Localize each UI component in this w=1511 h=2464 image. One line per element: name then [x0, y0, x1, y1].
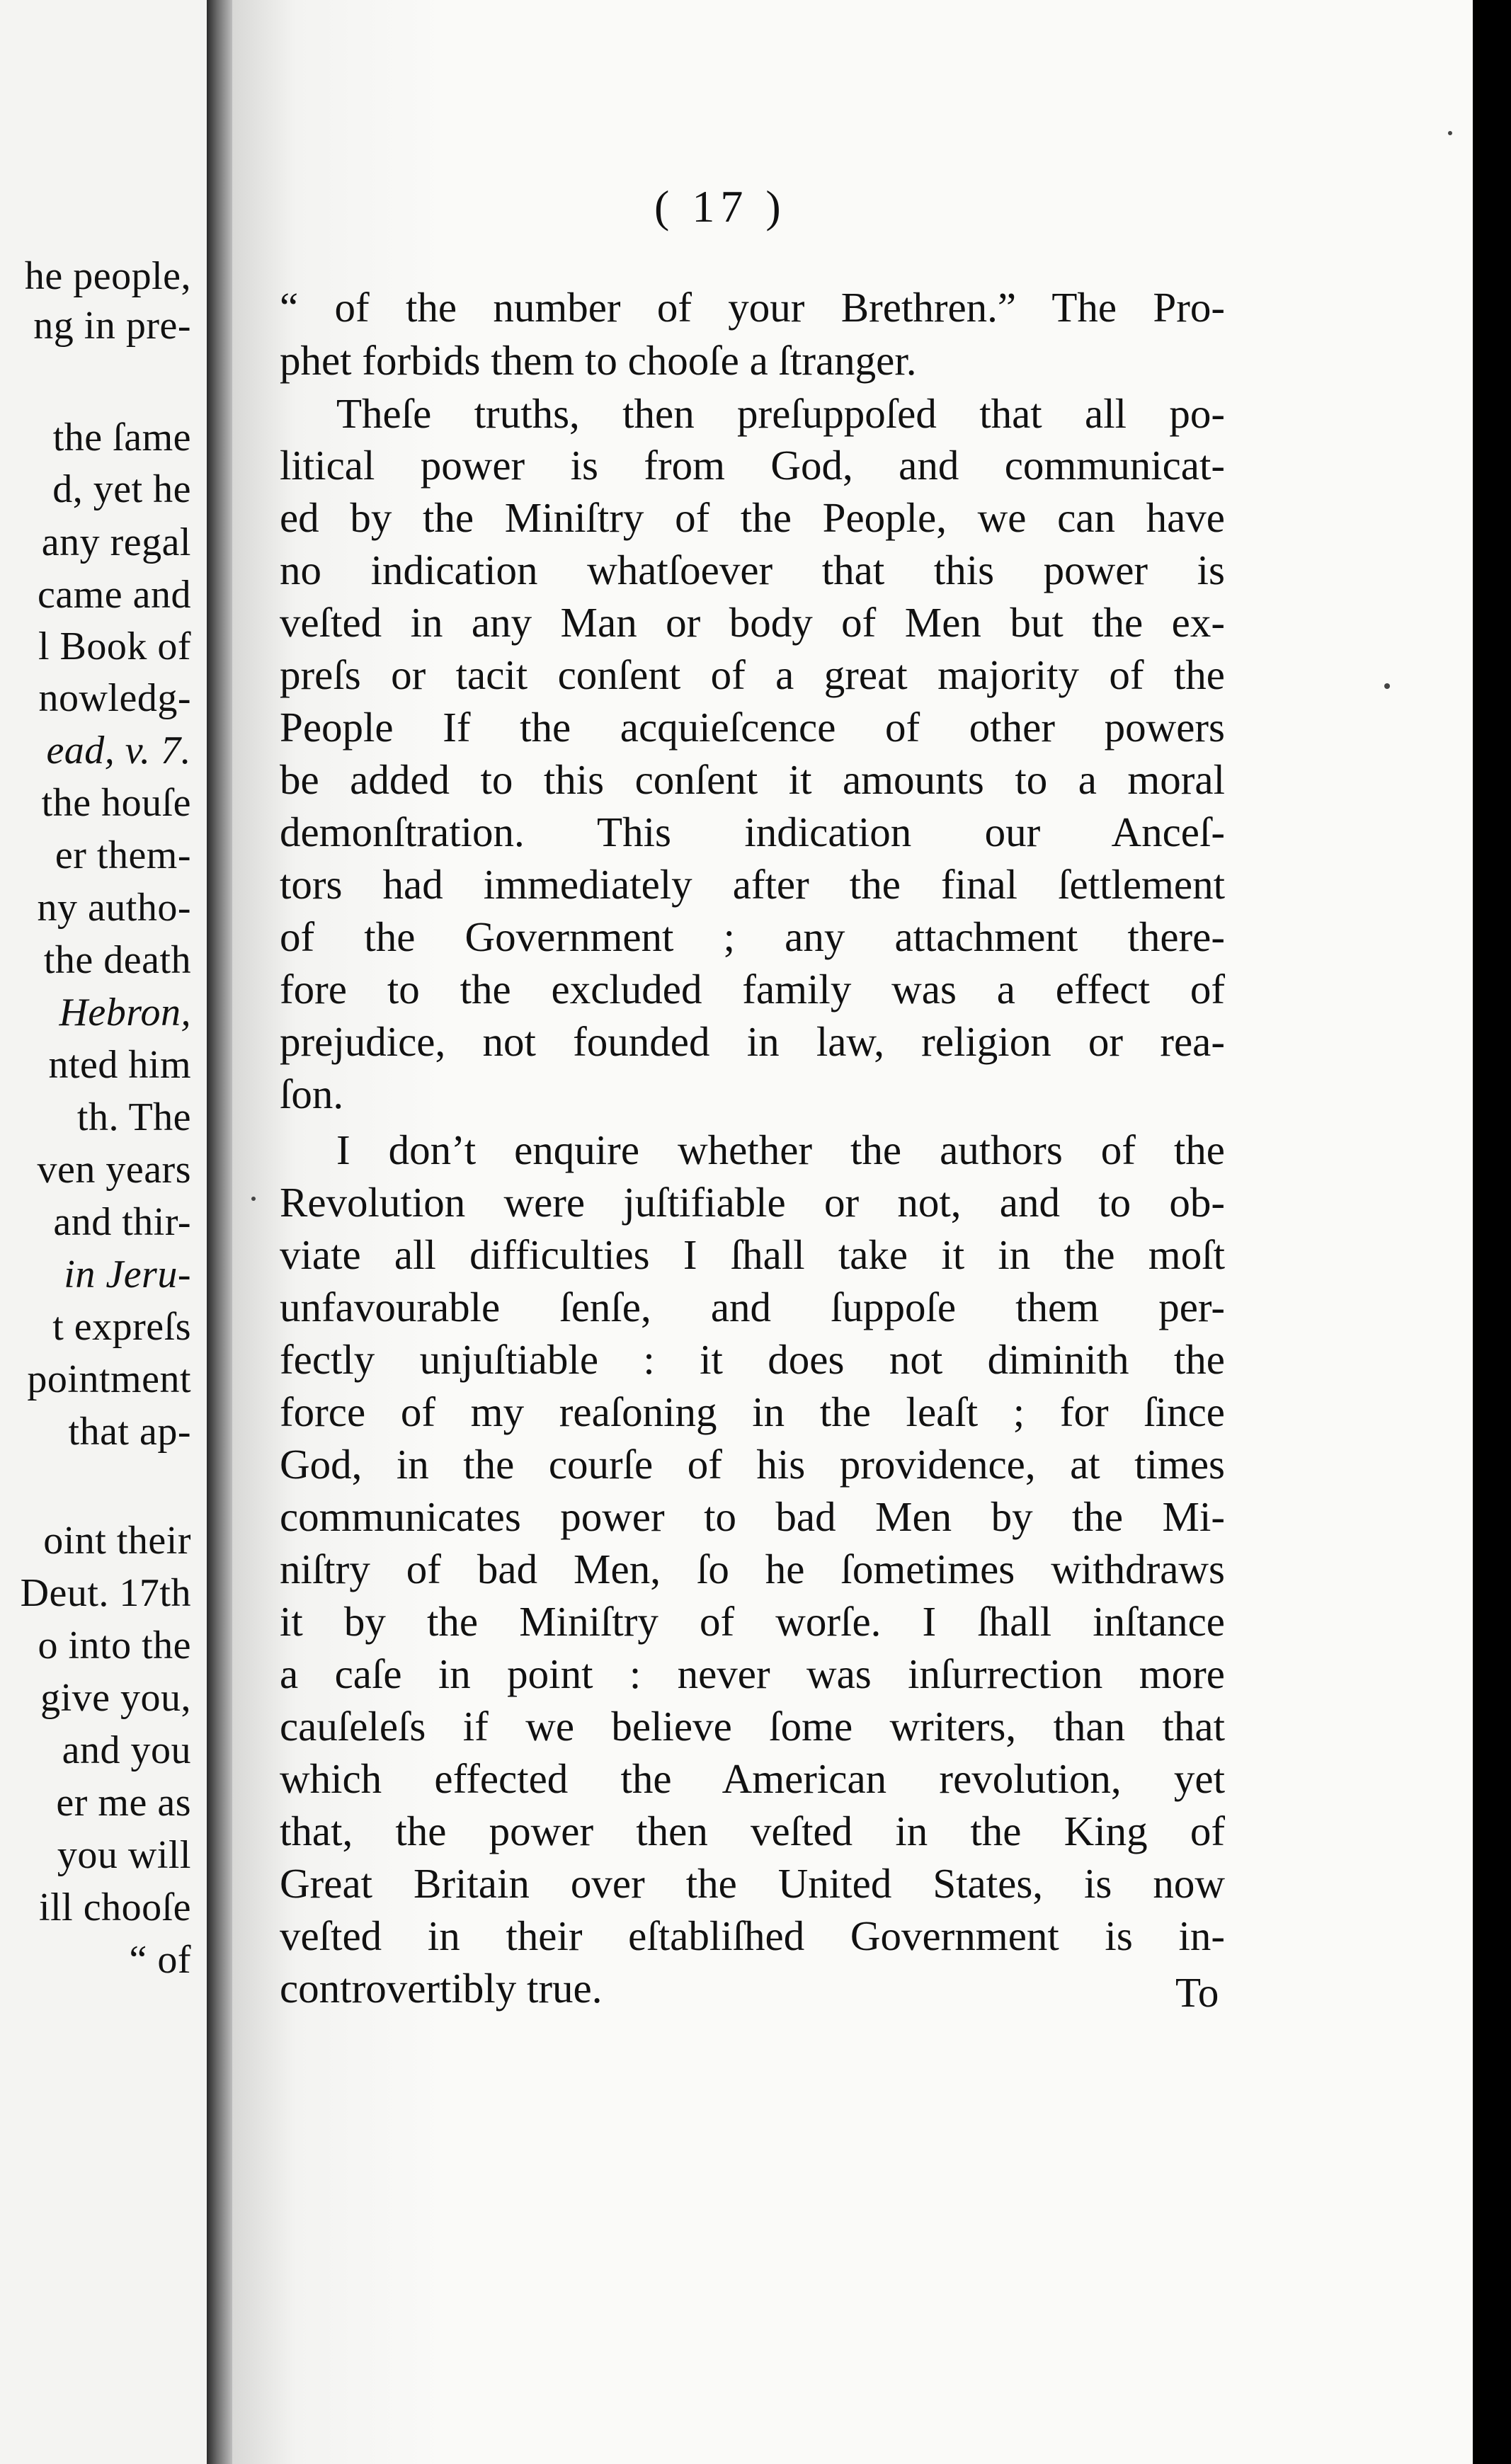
text-line: it by the Miniſtry of worſe. I ſhall inſtance — [280, 1598, 1225, 1645]
left-fragment-line: nowledg- — [38, 676, 191, 720]
left-fragment-line: th. The — [76, 1095, 191, 1139]
text-line: veſted in any Man or body of Men but the ex- — [280, 599, 1225, 646]
text-line: fectly unjuſtiable : it does not diminith the — [280, 1336, 1225, 1383]
text-line: litical power is from God, and communicat- — [280, 442, 1225, 489]
left-fragment-line: pointment — [27, 1357, 191, 1401]
text-line: I don’t enquire whether the authors of the — [336, 1127, 1225, 1173]
text-line: phet forbids them to chooſe a ſtranger. — [280, 337, 917, 384]
text-line: force of my reaſoning in the leaſt ; for ſince — [280, 1388, 1225, 1435]
text-line: veſted in their eſtabliſhed Government is in- — [280, 1912, 1225, 1959]
left-fragment-line: nted him — [48, 1043, 191, 1087]
text-line: a caſe in point : never was inſurrection more — [280, 1650, 1225, 1697]
previous-page-fragment — [0, 0, 207, 2464]
text-line: “ of the number of your Brethren.” The Pro- — [280, 284, 1225, 331]
ink-speck — [1448, 131, 1452, 135]
left-fragment-line: ven years — [37, 1148, 191, 1192]
text-line: communicates power to bad Men by the Mi- — [280, 1493, 1225, 1540]
text-line: no indication whatſoever that this power is — [280, 547, 1225, 593]
left-fragment-line: the ſame — [52, 416, 191, 460]
left-fragment-line: the death — [43, 938, 191, 982]
left-fragment-line: Deut. 17th — [20, 1571, 191, 1615]
left-fragment-line: “ of — [129, 1938, 191, 1982]
text-line: that, the power then veſted in the King of — [280, 1808, 1225, 1854]
text-line: ſon. — [280, 1071, 344, 1117]
text-line: fore to the excluded family was a effect of — [280, 966, 1225, 1013]
text-line: Theſe truths, then preſuppoſed that all po- — [336, 390, 1225, 437]
left-fragment-line: the houſe — [41, 781, 191, 825]
ink-speck — [251, 1197, 256, 1201]
left-fragment-line: oint their — [43, 1519, 191, 1563]
text-line: of the Government ; any attachment there- — [280, 913, 1225, 960]
left-fragment-line: ny autho- — [37, 886, 191, 930]
text-line: niſtry of bad Men, ſo he ſometimes withdraws — [280, 1546, 1225, 1592]
text-line: controvertibly true. — [280, 1965, 603, 2012]
text-line: demonſtration. This indication our Anceſ- — [280, 809, 1225, 855]
text-line: Revolution were juſtifiable or not, and to ob- — [280, 1179, 1225, 1226]
text-line: tors had immediately after the final ſettlement — [280, 861, 1225, 908]
left-fragment-line: l Book of — [38, 624, 191, 668]
text-line: ed by the Miniſtry of the People, we can have — [280, 494, 1225, 541]
text-line: God, in the courſe of his providence, at times — [280, 1441, 1225, 1488]
left-fragment-line: in Jeru- — [64, 1253, 191, 1296]
text-line: viate all difficulties I ſhall take it in the moſt — [280, 1231, 1225, 1278]
scan-border — [1473, 0, 1511, 2464]
left-fragment-line: you will — [57, 1833, 191, 1877]
left-fragment-line: came and — [38, 573, 191, 617]
left-fragment-line: and thir- — [53, 1200, 191, 1244]
left-fragment-line: d, yet he — [52, 467, 191, 511]
text-line: which effected the American revolution, yet — [280, 1755, 1225, 1802]
book-gutter-shadow — [207, 0, 232, 2464]
text-line: unfavourable ſenſe, and ſuppoſe them per- — [280, 1284, 1225, 1330]
left-fragment-line: ead, v. 7. — [46, 729, 191, 772]
left-fragment-line: give you, — [40, 1676, 191, 1720]
text-line: preſs or tacit conſent of a great majority of the — [280, 651, 1225, 698]
text-line: People If the acquieſcence of other powers — [280, 704, 1225, 751]
ink-speck — [1384, 683, 1390, 689]
left-fragment-line: er them- — [55, 833, 191, 877]
text-line: be added to this conſent it amounts to a moral — [280, 756, 1225, 803]
text-line: cauſeleſs if we believe ſome writers, than that — [280, 1703, 1225, 1750]
left-fragment-line: er me as — [56, 1781, 191, 1825]
left-fragment-line: Hebron, — [59, 991, 191, 1034]
text-line: Great Britain over the United States, is now — [280, 1860, 1225, 1907]
left-fragment-line: he people, — [24, 254, 191, 298]
left-fragment-line: that ap- — [68, 1410, 191, 1454]
left-fragment-line: ill chooſe — [39, 1886, 191, 1929]
left-fragment-line: o into the — [38, 1624, 191, 1667]
left-fragment-line: t expreſs — [52, 1305, 191, 1349]
left-fragment-line: ng in pre- — [33, 304, 191, 348]
text-line: prejudice, not founded in law, religion or rea- — [280, 1018, 1225, 1065]
left-fragment-line: and you — [62, 1728, 191, 1772]
catchword: To — [1175, 1969, 1219, 2016]
left-fragment-line: any regal — [41, 520, 191, 564]
page-number: ( 17 ) — [654, 181, 787, 232]
